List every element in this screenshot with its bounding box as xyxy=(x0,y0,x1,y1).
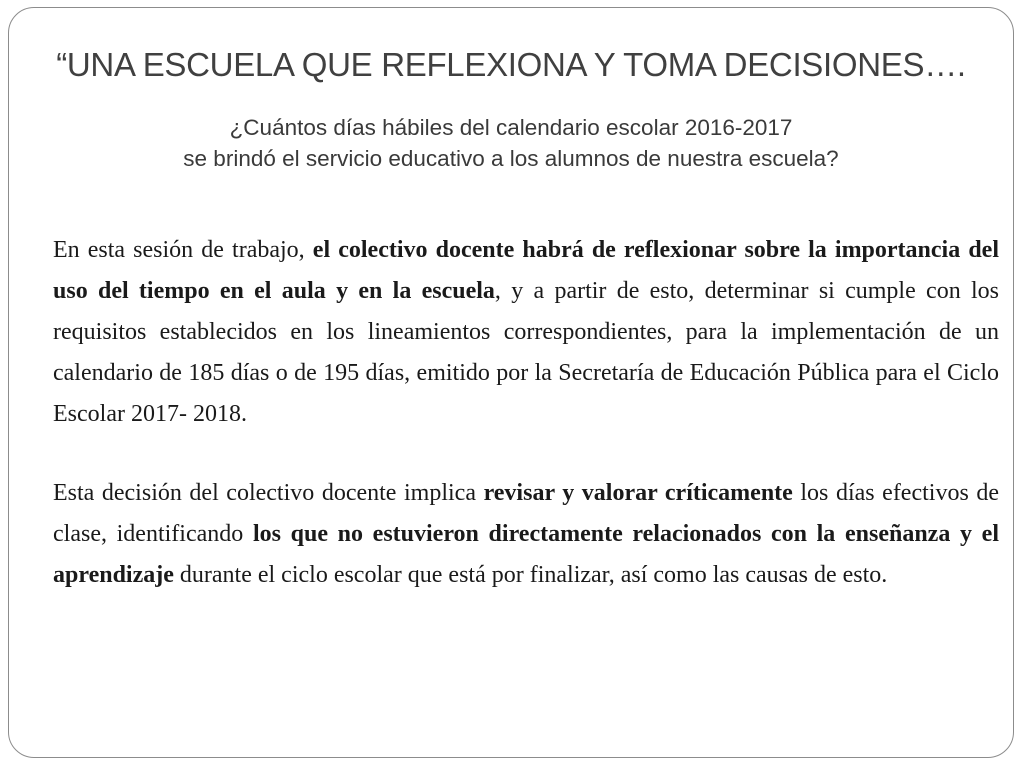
slide-frame xyxy=(8,7,1014,758)
paragraph-2-bold-a: revisar y valorar críticamente xyxy=(483,480,793,506)
slide-body xyxy=(53,230,999,596)
paragraph-2-text-c: durante el ciclo escolar que está por finalizar, así como las causas de esto. xyxy=(173,562,888,588)
paragraph-1-bold-a: el colectivo docente habrá de reflexionar sobre la importancia del uso del tiempo en el aula y en la escuela xyxy=(53,237,999,304)
subtitle-line-1: ¿Cuántos días hábiles del calendario escolar 2016-2017 xyxy=(229,115,793,140)
paragraph-2-text-a: Esta decisión del colectivo docente implica xyxy=(53,480,484,506)
paragraph-1 xyxy=(53,230,999,435)
paragraph-1-text-a: En esta sesión de trabajo, xyxy=(53,237,313,263)
paragraph-1-text-b: , y a partir de esto, determinar si cumple con los requisitos establecidos en los lineamientos correspondientes, para la implementación de un calendario de 185 días o de 195 días, emitido por la Secretaría de Educación Pública para el Ciclo Escolar 2017- 2018. xyxy=(53,278,999,427)
slide-subtitle xyxy=(9,112,1013,174)
paragraph-2 xyxy=(53,473,999,596)
slide-title: “UNA ESCUELA QUE REFLEXIONA Y TOMA DECISIONES…. xyxy=(56,46,966,83)
paragraph-2-bold-b: los que no estuvieron directamente relacionados con la enseñanza y el aprendizaje xyxy=(53,521,999,588)
subtitle-line-2: se brindó el servicio educativo a los alumnos de nuestra escuela? xyxy=(183,146,839,171)
paragraph-2-text-b: los días efectivos de clase, identificando xyxy=(53,480,1000,547)
